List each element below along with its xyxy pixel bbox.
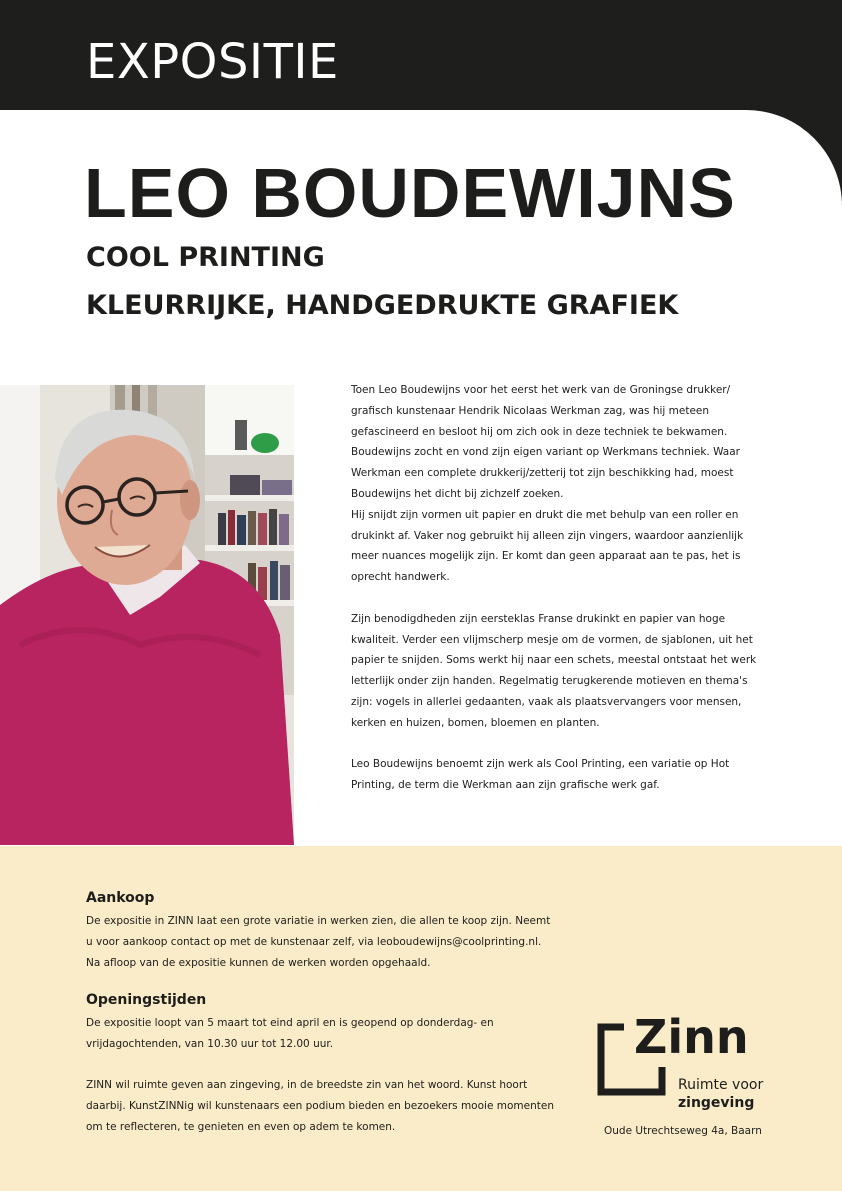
artist-photo xyxy=(0,385,294,845)
aankoop-text: De expositie in ZINN laat een grote variatie in werken zien, die allen te koop zijn. Neemt u voor aankoop contact op met de kunstenaar zelf, via leoboudewijns@coolprinting.nl. Na afloop van de expositie kunnen de werken worden opgehaald. xyxy=(86,915,551,969)
zinn-mission-text: ZINN wil ruimte geven aan zingeving, in de breedste zin van het woord. Kunst hoort daarbij. KunstZINNig wil kunstenaars een podium bieden en bezoekers mooie momenten om te reflecteren, te genieten en even op adem te komen. xyxy=(86,1079,554,1133)
subtitle-cool-printing: COOL PRINTING xyxy=(86,242,325,273)
zinn-wordmark: Zinn xyxy=(634,1010,749,1064)
subtitle-grafiek: KLEURRIJKE, HANDGEDRUKTE GRAFIEK xyxy=(86,290,679,321)
banner-title: EXPOSITIE xyxy=(86,34,339,90)
article-paragraph-2: Hij snijdt zijn vormen uit papier en drukt die met behulp van een roller en drukinkt af. Vaker nog gebruikt hij alleen zijn vingers, waardoor aanzienlijk meer nuances mogelijk zijn. Er komt dan geen apparaat aan te pas, het is oprecht handwerk. xyxy=(351,508,744,584)
zinn-tagline-1: Ruimte voor xyxy=(678,1077,764,1093)
article-paragraph-1: Toen Leo Boudewijns voor het eerst het werk van de Groningse drukker/ grafisch kunstenaar Hendrik Nicolaas Werkman zag, was hij meteen gefascineerd en besloot hij om zich ook in deze techniek te bekwamen. Boudewijns zocht en vond zijn eigen variant op Werkmans techniek. Waar Werkman een complete drukkerij/zetterij tot zijn beschikking had, moest Boudewijns het dicht bij zichzelf zoeken. xyxy=(351,384,740,500)
aankoop-title: Aankoop xyxy=(86,890,155,906)
article-paragraph-4: Leo Boudewijns benoemt zijn werk als Cool Printing, een variatie op Hot Printing, de term die Werkman aan zijn grafische werk gaf. xyxy=(351,758,730,792)
zinn-tagline-2: zingeving xyxy=(678,1095,755,1111)
openingstijden-text: De expositie loopt van 5 maart tot eind april en is geopend op donderdag- en vrijdagochtenden, van 10.30 uur tot 12.00 uur. xyxy=(86,1017,494,1050)
article-body xyxy=(351,380,771,817)
venue-address: Oude Utrechtseweg 4a, Baarn xyxy=(604,1125,762,1137)
openingstijden-title: Openingstijden xyxy=(86,992,207,1008)
zinn-logo xyxy=(596,1010,776,1116)
article-paragraph-3: Zijn benodigdheden zijn eersteklas Franse drukinkt en papier van hoge kwaliteit. Verder een vlijmscherp mesje om de vormen, de sjablonen, uit het papier te snijden. Soms werkt hij naar een schets, meestal ontstaat het werk letterlijk onder zijn handen. Regelmatig terugkerende motieven en thema's zijn: vogels in allerlei gedaanten, vaak als plaatsvervangers voor mensen, kerken en huizen, bomen, bloemen en planten. xyxy=(351,612,757,729)
artist-name: LEO BOUDEWIJNS xyxy=(84,154,736,232)
